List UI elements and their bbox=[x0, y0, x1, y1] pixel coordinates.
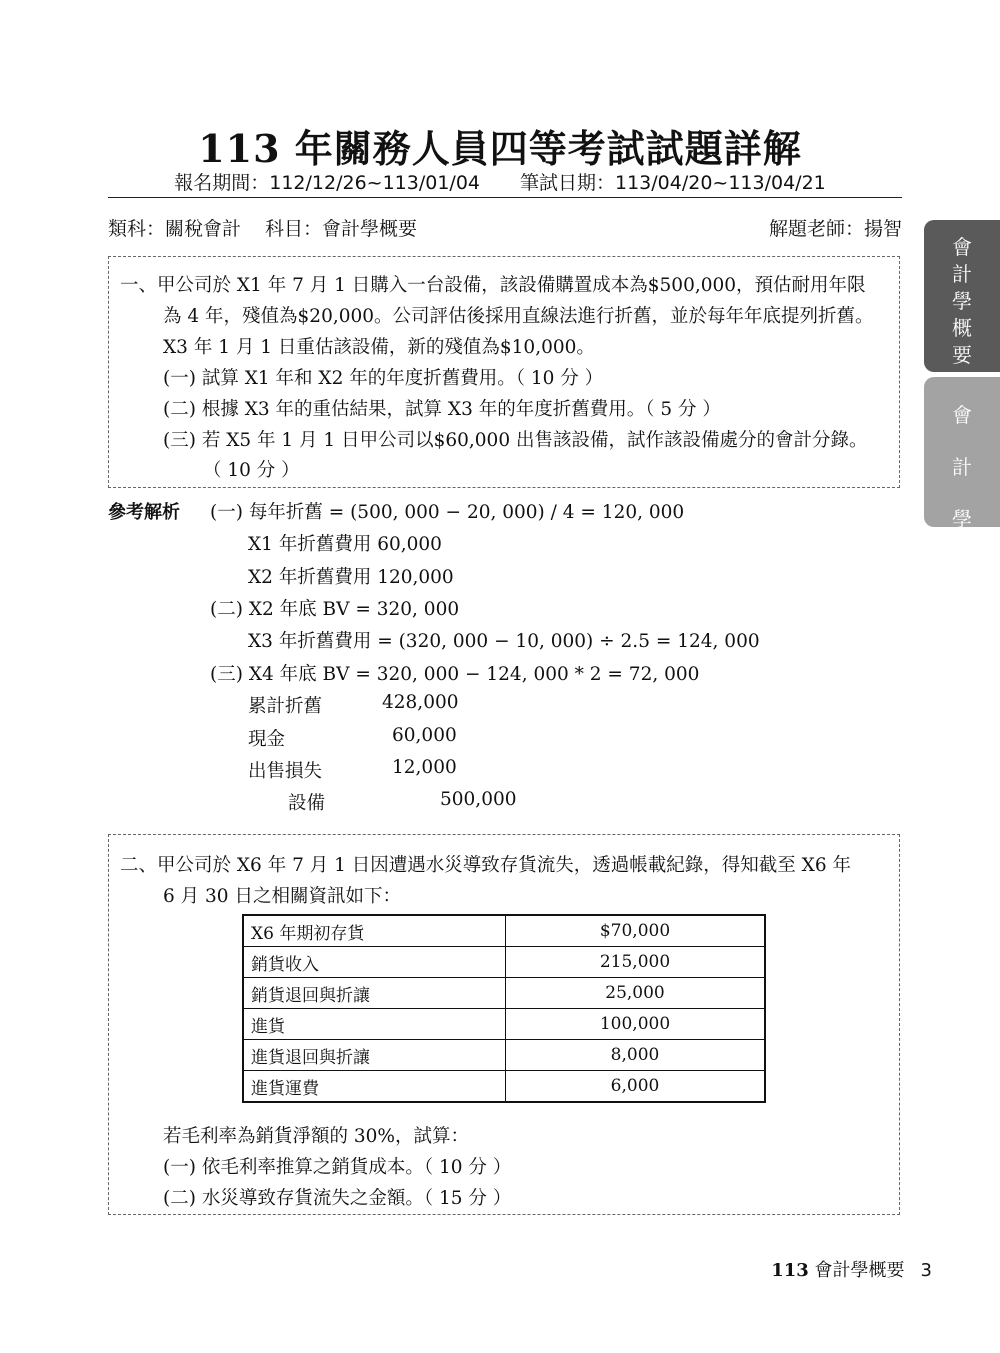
page-title: 113 年關務人員四等考試試題詳解 bbox=[198, 126, 802, 171]
answer-line: (一) 每年折舊 = (500, 000 − 20, 000) / 4 = 120, 000 bbox=[210, 502, 685, 523]
journal-account-debit: 出售損失 bbox=[248, 761, 323, 782]
table-cell-value: 25,000 bbox=[506, 978, 766, 1009]
tab-char: 學 bbox=[952, 507, 972, 531]
page-number: 3 bbox=[920, 1260, 932, 1281]
journal-amount-debit: 60,000 bbox=[392, 725, 457, 746]
question-1-line: （ 10 分 ） bbox=[203, 460, 300, 481]
table-cell-item: 銷貨退回與折讓 bbox=[243, 978, 506, 1009]
question-2-line: 二、甲公司於 X6 年 7 月 1 日因遭遇水災導致存貨流失，透過帳載紀錄，得知截至 X6 年 bbox=[120, 855, 851, 876]
table-row bbox=[243, 978, 765, 1009]
answer-label: 參考解析 bbox=[108, 502, 180, 523]
answer-line: X3 年折舊費用 = (320, 000 − 10, 000) ÷ 2.5 = 124, 000 bbox=[248, 631, 760, 652]
exam-date: 筆試日期：113/04/20~113/04/21 bbox=[520, 172, 826, 194]
header-rule bbox=[108, 197, 902, 198]
answer-line: X2 年折舊費用 120,000 bbox=[248, 567, 454, 588]
journal-account-debit: 現金 bbox=[248, 729, 286, 750]
footer-book-number: 113 bbox=[771, 1260, 809, 1281]
table-row bbox=[243, 915, 765, 947]
question-1-line: 為 4 年，殘值為$20,000。公司評估後採用直線法進行折舊，並於每年年底提列折舊。 bbox=[163, 306, 874, 327]
teacher-label: 解題老師：揚智 bbox=[768, 218, 902, 240]
question-2-line: (二) 水災導致存貨流失之金額。（ 15 分 ） bbox=[163, 1188, 512, 1209]
journal-account-credit: 設備 bbox=[288, 793, 326, 814]
table-row bbox=[243, 1009, 765, 1040]
question-1-line: (一) 試算 X1 年和 X2 年的年度折舊費用。（ 10 分 ） bbox=[163, 368, 604, 389]
question-1-line: X3 年 1 月 1 日重估該設備，新的殘值為$10,000。 bbox=[163, 337, 595, 358]
table-row bbox=[243, 947, 765, 978]
tab-char: 計 bbox=[952, 455, 972, 479]
table-cell-item: 進貨退回與折讓 bbox=[243, 1040, 506, 1071]
side-tab-accounting[interactable] bbox=[924, 377, 1000, 531]
table-cell-value: 8,000 bbox=[506, 1040, 766, 1071]
question-1-line: (三) 若 X5 年 1 月 1 日甲公司以$60,000 出售該設備，試作該設備處分的會計分錄。 bbox=[163, 430, 868, 451]
table-row bbox=[243, 1040, 765, 1071]
tab-char: 要 bbox=[952, 343, 972, 367]
subject-label: 科目：會計學概要 bbox=[265, 218, 418, 240]
table-row bbox=[243, 1071, 765, 1103]
tab-char: 會 bbox=[952, 403, 972, 427]
table-cell-value: $70,000 bbox=[506, 915, 766, 947]
table-cell-item: X6 年期初存貨 bbox=[243, 915, 506, 947]
exam-meta bbox=[108, 214, 417, 241]
category-label: 類科：關稅會計 bbox=[108, 218, 242, 240]
tab-char: 學 bbox=[952, 289, 972, 313]
question-1-line: 一、甲公司於 X1 年 7 月 1 日購入一台設備，該設備購置成本為$500,000，預估耐用年限 bbox=[120, 275, 866, 296]
journal-account-debit: 累計折舊 bbox=[248, 696, 323, 717]
question-2-line: 若毛利率為銷貨淨額的 30%，試算： bbox=[163, 1126, 470, 1147]
table-cell-item: 進貨運費 bbox=[243, 1071, 506, 1103]
footer-book-title: 會計學概要 bbox=[814, 1260, 905, 1281]
answer-line: (二) X2 年底 BV = 320, 000 bbox=[210, 599, 460, 620]
question-2-line: (一) 依毛利率推算之銷貨成本。（ 10 分 ） bbox=[163, 1157, 512, 1178]
answer-line: (三) X4 年底 BV = 320, 000 − 124, 000 * 2 = 72, 000 bbox=[210, 664, 700, 685]
question-1-line: (二) 根據 X3 年的重估結果，試算 X3 年的年度折舊費用。（ 5 分 ） bbox=[163, 399, 721, 420]
page-footer bbox=[771, 1256, 932, 1282]
exam-schedule bbox=[0, 168, 1000, 195]
tab-char: 會 bbox=[952, 235, 972, 259]
registration-period: 報名期間：112/12/26~113/01/04 bbox=[174, 172, 480, 194]
tab-char: 概 bbox=[952, 316, 972, 340]
table-cell-value: 215,000 bbox=[506, 947, 766, 978]
table-cell-value: 100,000 bbox=[506, 1009, 766, 1040]
journal-amount-debit: 428,000 bbox=[382, 692, 459, 713]
side-tab-accounting-overview[interactable] bbox=[924, 220, 1000, 372]
journal-amount-debit: 12,000 bbox=[392, 757, 457, 778]
table-cell-item: 銷貨收入 bbox=[243, 947, 506, 978]
inventory-table bbox=[242, 914, 766, 1103]
table-cell-item: 進貨 bbox=[243, 1009, 506, 1040]
answer-line: X1 年折舊費用 60,000 bbox=[248, 534, 442, 555]
tab-char: 計 bbox=[952, 262, 972, 286]
journal-amount-credit: 500,000 bbox=[440, 789, 517, 810]
table-cell-value: 6,000 bbox=[506, 1071, 766, 1103]
question-2-line: 6 月 30 日之相關資訊如下： bbox=[163, 886, 401, 907]
